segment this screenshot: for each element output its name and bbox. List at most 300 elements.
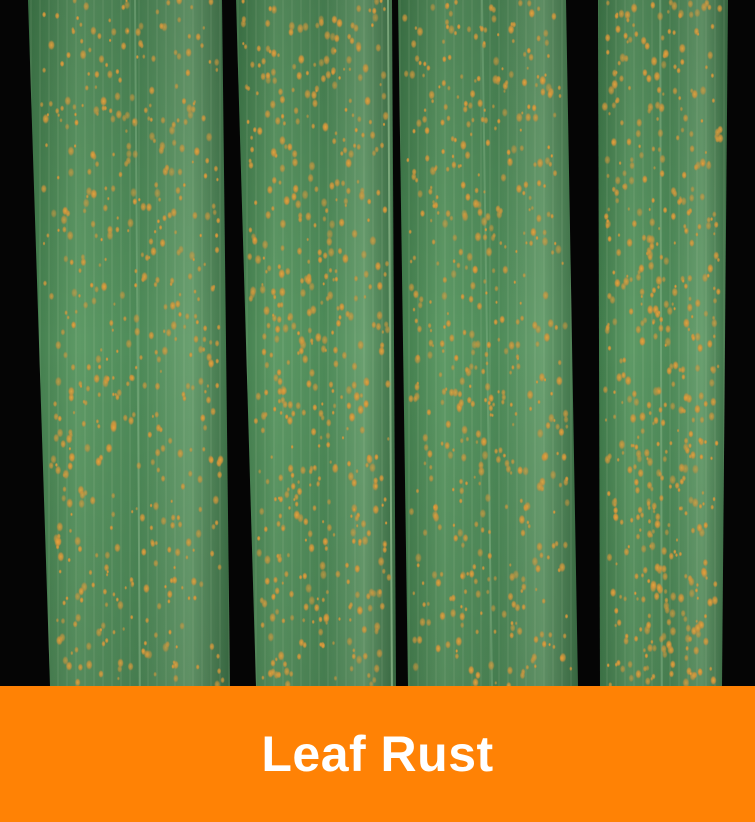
rust-pustule [501,610,507,619]
rust-pustule [447,85,451,91]
rust-pustule [497,390,500,394]
rust-pustule [512,422,515,426]
rust-pustule [613,513,619,522]
rust-pustule [521,604,526,611]
rust-pustule [176,118,180,124]
rust-pustule [678,9,684,18]
rust-pustule [271,49,277,58]
rust-pustule [468,102,473,110]
rust-pustule [465,193,471,202]
rust-pustule [167,599,170,604]
rust-pustule [680,127,684,133]
rust-pustule [383,122,386,126]
rust-pustule [619,594,623,599]
rust-pustule [154,230,157,234]
rust-pustule [688,443,692,449]
rust-pustule [59,118,62,123]
rust-pustule [707,51,713,60]
rust-pustule [429,166,436,176]
rust-pustule [167,546,172,553]
rust-pustule [368,119,372,125]
rust-pustule [55,108,59,115]
rust-pustule [357,340,364,350]
rust-pustule [321,198,328,208]
rust-pustule [279,95,285,104]
rust-pustule [185,69,190,77]
rust-pustule [489,224,495,232]
rust-pustule [552,644,556,649]
rust-pustule [383,497,387,503]
rust-pustule [448,54,452,60]
rust-pustule [209,643,214,651]
rust-pustule [160,117,165,125]
rust-pustule [412,307,415,312]
rust-pustule [633,398,639,407]
rust-pustule [435,644,441,653]
rust-pustule [348,98,352,104]
rust-pustule [540,88,546,96]
rust-pustule [608,85,615,95]
rust-pustule [622,183,628,191]
rust-pustule [710,23,714,29]
rust-pustule [123,316,127,322]
rust-pustule [361,250,367,259]
rust-pustule [512,21,516,27]
rust-pustule [116,110,123,120]
rust-pustule [629,674,635,682]
rust-pustule [466,120,471,128]
rust-pustule [707,4,712,11]
rust-pustule [254,418,259,425]
rust-pustule [195,529,202,539]
rust-pustule [452,487,455,492]
rust-pustule [79,490,85,499]
rust-pustule [670,402,676,411]
rust-pustule [410,259,413,264]
rust-pustule [351,113,354,118]
rust-pustule [697,343,703,352]
rust-pustule [80,38,84,44]
rust-pustule [269,613,276,623]
rust-pustule [642,175,648,184]
rust-pustule [160,444,166,452]
rust-pustule [626,138,632,146]
rust-pustule [497,118,501,124]
rust-pustule [140,202,146,211]
rust-pustule [670,660,676,669]
rust-pustule [438,372,442,378]
rust-pustule [336,319,342,327]
rust-pustule [279,410,282,415]
rust-pustule [357,606,364,616]
rust-pustule [634,635,639,642]
rust-pustule [544,332,551,342]
rust-pustule [170,321,177,331]
rust-pustule [346,55,352,64]
rust-pustule [711,318,717,328]
rust-pustule [366,454,373,464]
rust-pustule [62,600,66,606]
rust-pustule [131,510,134,514]
rust-pustule [359,393,363,399]
rust-pustule [175,186,181,194]
rust-pustule [338,76,341,81]
rust-pustule [284,490,290,499]
rust-pustule [619,75,624,83]
rust-pustule [49,462,54,470]
rust-pustule [105,551,111,559]
rust-pustule [569,666,572,671]
rust-pustule [217,668,221,675]
rust-pustule [78,294,81,299]
rust-pustule [662,572,668,581]
rust-pustule [49,100,54,107]
rust-pustule [273,576,278,583]
rust-pustule [114,543,121,553]
rust-pustule [179,144,185,153]
rust-pustule [187,33,191,39]
rust-pustule [643,665,647,672]
rust-pustule [338,247,343,254]
rust-pustule [694,404,701,414]
rust-pustule [637,506,642,514]
rust-pustule [150,540,155,548]
rust-pustule [684,511,688,516]
rust-pustule [303,275,309,284]
rust-pustule [639,336,646,346]
rust-pustule [429,464,433,470]
rust-pustule [700,86,707,96]
rust-pustule [202,26,205,31]
rust-pustule [555,244,562,254]
rust-pustule [256,45,261,52]
rust-pustule [272,313,275,318]
rust-pustule [376,311,383,321]
rust-pustule [220,677,224,684]
rust-pustule [153,559,158,567]
rust-pustule [204,211,211,221]
rust-pustule [713,232,716,236]
rust-pustule [663,402,667,408]
rust-pustule [109,38,112,42]
rust-pustule [154,411,159,418]
rust-pustule [62,469,69,479]
rust-pustule [523,231,526,236]
rust-pustule [520,529,525,537]
rust-pustule [626,274,629,278]
rust-pustule [182,98,187,105]
rust-pustule [103,588,108,595]
rust-pustule [615,197,620,204]
rust-pustule [513,280,516,284]
rust-pustule [281,581,284,585]
rust-pustule [347,460,352,467]
rust-pustule [658,407,663,414]
rust-pustule [482,450,489,460]
rust-pustule [626,17,630,23]
rust-pustule [185,555,188,560]
rust-pustule [306,70,310,76]
rust-pustule [100,237,103,241]
rust-pustule [636,454,642,463]
rust-pustule [527,104,531,110]
rust-pustule [90,150,96,159]
rust-pustule [70,651,73,656]
rust-pustule [95,552,99,558]
rust-pustule [323,252,328,260]
rust-pustule [138,39,144,47]
rust-pustule [382,568,386,574]
rust-pustule [133,314,140,324]
rust-pustule [107,70,113,79]
rust-pustule [629,277,633,283]
rust-pustule [635,325,641,334]
rust-pustule [377,281,383,291]
rust-pustule [275,587,280,595]
rust-pustule [147,116,151,122]
rust-pustule [173,565,176,569]
rust-pustule [448,25,455,35]
rust-pustule [520,589,523,594]
rust-pustule [457,390,462,397]
rust-pustule [177,168,182,176]
rust-pustule [619,161,622,165]
rust-pustule [280,245,285,252]
rust-pustule [527,524,531,529]
rust-pustule [464,607,467,612]
rust-pustule [423,61,427,67]
rust-pustule [374,664,380,673]
rust-pustule [322,282,325,286]
rust-pustule [701,2,708,12]
rust-pustule [101,105,105,111]
rust-pustule [368,588,374,597]
rust-pustule [500,173,506,182]
rust-pustule [268,632,275,642]
rust-pustule [702,502,705,506]
rust-pustule [215,67,218,72]
rust-pustule [409,70,416,80]
rust-pustule [370,131,376,140]
rust-pustule [316,480,320,486]
rust-pustule [643,648,647,653]
rust-pustule [312,620,315,625]
rust-pustule [528,195,532,201]
rust-pustule [319,561,326,571]
rust-pustule [260,622,265,629]
rust-pustule [355,591,361,599]
rust-pustule [493,629,497,634]
rust-pustule [480,527,484,534]
rust-pustule [270,455,273,460]
rust-pustule [686,209,691,216]
rust-pustule [477,99,483,108]
rust-pustule [319,435,322,440]
rust-pustule [353,391,360,401]
rust-pustule [61,618,66,625]
rust-pustule [534,664,537,669]
rust-pustule [656,441,660,447]
rust-pustule [380,142,385,149]
rust-pustule [264,526,268,533]
rust-pustule [287,552,291,558]
rust-pustule [250,135,254,140]
rust-pustule [641,545,647,554]
rust-pustule [123,414,128,422]
rust-pustule [647,457,654,467]
rust-pustule [603,386,608,394]
rust-pustule [666,367,672,376]
rust-pustule [155,9,159,15]
rust-pustule [642,234,647,241]
rust-pustule [111,28,117,37]
rust-pustule [349,602,353,608]
rust-pustule [201,115,206,123]
rust-pustule [332,641,335,646]
rust-pustule [652,287,657,294]
rust-pustule [504,459,510,468]
rust-pustule [329,381,334,388]
rust-pustule [181,585,184,590]
rust-pustule [178,195,182,201]
rust-pustule [519,128,522,132]
rust-pustule [708,412,715,422]
rust-pustule [170,521,175,529]
rust-pustule [679,43,686,53]
rust-pustule [329,220,336,230]
rust-pustule [632,390,637,398]
rust-pustule [261,348,266,356]
rust-pustule [330,46,336,55]
rust-pustule [633,464,637,471]
rust-pustule [277,316,282,324]
rust-pustule [667,9,670,14]
rust-pustule [617,458,620,463]
rust-pustule [559,562,566,572]
rust-pustule [515,250,518,254]
rust-pustule [476,200,482,209]
rust-pustule [305,538,308,542]
rust-pustule [303,603,309,611]
rust-pustule [109,319,114,326]
rust-pustule [713,581,718,588]
rust-pustule [537,428,544,438]
rust-pustule [94,233,98,239]
rust-pustule [703,522,708,529]
rust-pustule [503,454,506,458]
rust-pustule [325,432,330,440]
rust-pustule [69,447,72,451]
rust-pustule [615,176,621,185]
rust-pustule [51,209,57,218]
rust-pustule [690,186,695,193]
rust-pustule [415,553,422,563]
rust-pustule [616,12,619,16]
rust-pustule [271,5,278,15]
rust-pustule [694,8,700,17]
rust-pustule [322,216,326,222]
rust-pustule [461,425,468,435]
rust-pustule [425,154,430,162]
rust-pustule [75,613,81,622]
rust-pustule [324,546,328,552]
rust-pustule [295,200,302,210]
rust-pustule [206,396,212,404]
rust-pustule [78,380,83,387]
rust-pustule [306,380,312,389]
rust-pustule [414,318,418,324]
disease-title: Leaf Rust [261,726,494,782]
rust-pustule [542,237,549,247]
rust-pustule [100,96,107,106]
rust-pustule [553,170,558,177]
rust-pustule [611,498,618,508]
rust-pustule [652,421,655,426]
rust-pustule [372,505,379,515]
rust-pustule [103,204,108,212]
rust-pustule [673,64,677,70]
rust-pustule [685,646,689,652]
rust-pustule [334,269,338,274]
rust-pustule [682,475,686,482]
rust-pustule [247,253,252,261]
rust-pustule [461,453,467,462]
rust-pustule [318,256,323,263]
rust-pustule [662,650,668,658]
rust-pustule [695,299,701,308]
rust-pustule [81,420,86,427]
rust-pustule [189,447,193,452]
rust-pustule [185,313,190,320]
rust-pustule [536,74,539,79]
rust-pustule [154,182,159,189]
rust-pustule [177,449,184,459]
rust-pustule [614,607,619,614]
rust-pustule [553,510,556,514]
rust-pustule [649,242,655,251]
rust-pustule [671,381,676,388]
rust-pustule [110,423,117,433]
rust-pustule [417,190,423,199]
rust-pustule [484,228,487,232]
rust-pustule [447,312,450,316]
rust-pustule [162,215,167,222]
rust-pustule [712,211,717,218]
rust-pustule [667,306,673,315]
rust-pustule [315,332,322,342]
rust-pustule [466,571,469,576]
rust-pustule [483,108,486,113]
rust-pustule [259,285,266,295]
rust-pustule [130,374,135,382]
rust-pustule [543,29,549,38]
rust-pustule [471,349,476,356]
rust-pustule [424,444,429,452]
rust-pustule [255,392,261,401]
rust-pustule [98,670,103,678]
rust-pustule [292,158,299,168]
rust-pustule [449,215,453,221]
rust-pustule [489,413,492,417]
rust-pustule [175,300,181,308]
rust-pustule [709,378,715,387]
rust-pustule [470,281,476,290]
rust-pustule [433,505,437,510]
rust-pustule [558,360,562,366]
rust-pustule [474,365,478,371]
rust-pustule [282,323,289,333]
rust-pustule [465,151,471,160]
